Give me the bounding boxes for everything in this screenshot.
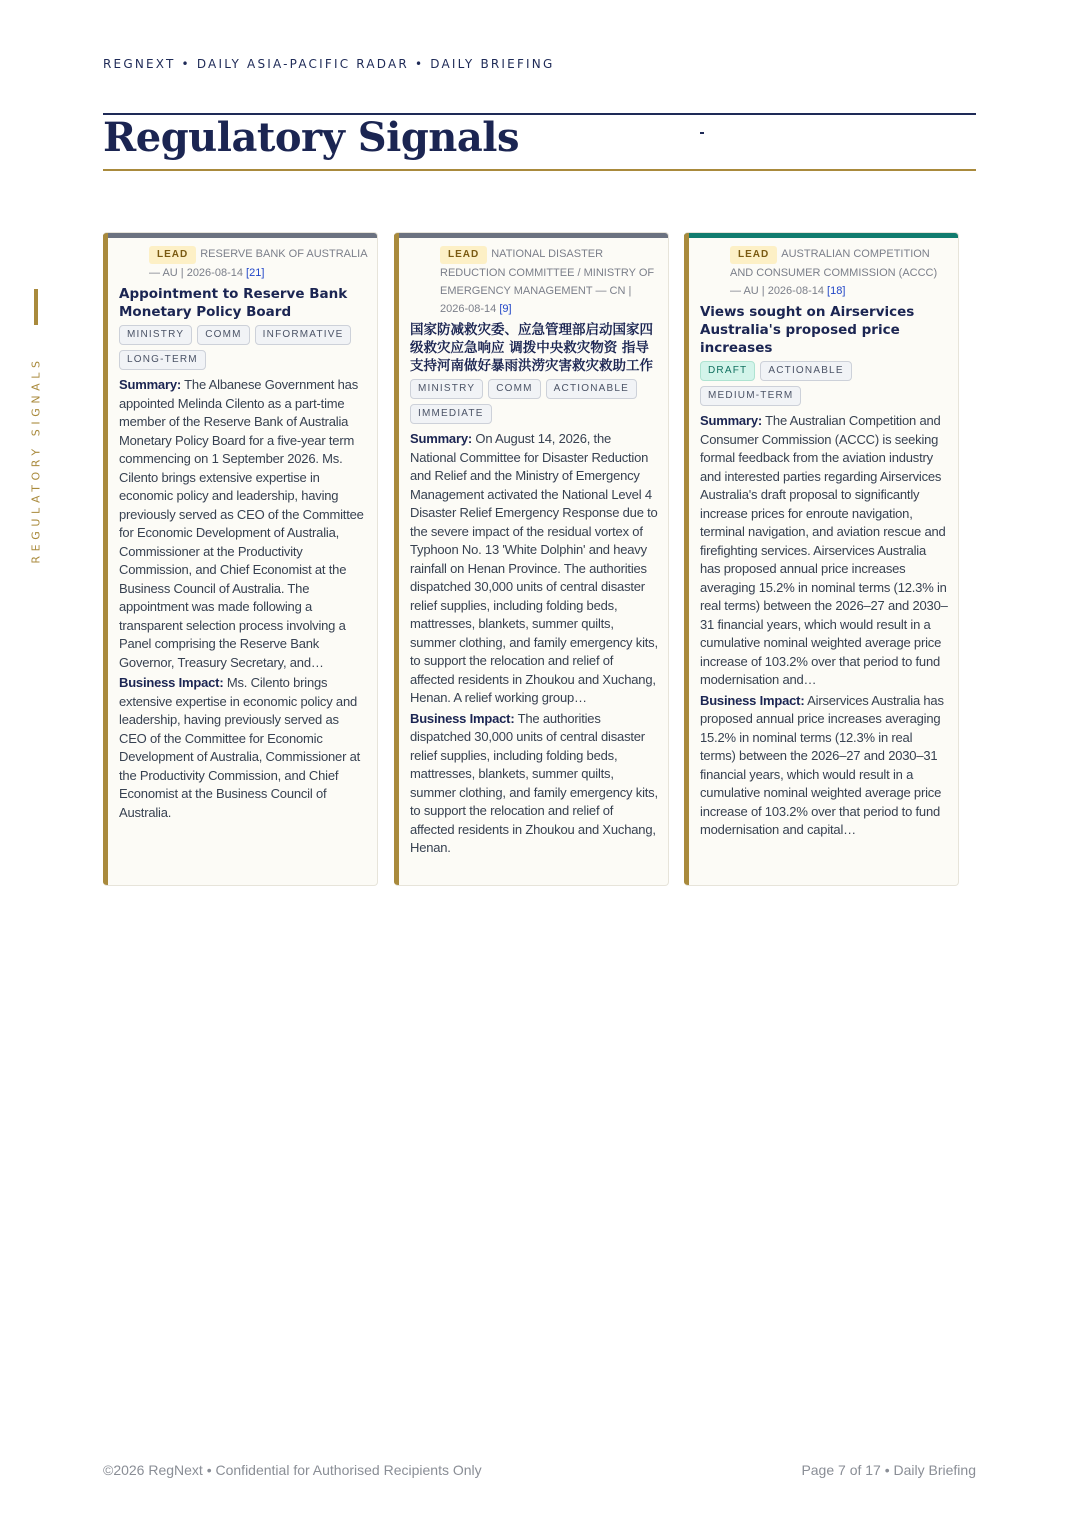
lead-badge: LEAD <box>730 246 777 264</box>
card-top-bar <box>103 233 377 238</box>
card-title[interactable]: Appointment to Reserve Bank Monetary Policy Board <box>119 286 348 320</box>
card-source: NATIONAL DISASTER REDUCTION COMMITTEE / MINISTRY OF EMERGENCY MANAGEMENT — CN | 2026-08-14 <box>440 248 655 315</box>
footer-page-number: Page 7 of 17 • Daily Briefing <box>801 1462 976 1478</box>
tag: INFORMATIVE <box>255 325 352 345</box>
lead-badge: LEAD <box>149 246 196 264</box>
card-title[interactable]: Views sought on Airservices Australia's proposed price increases <box>700 304 915 356</box>
summary-label: Summary: <box>119 377 181 392</box>
tag: MEDIUM-TERM <box>700 386 801 406</box>
tag: COMM <box>197 325 249 345</box>
tag-list <box>119 324 367 374</box>
tag: IMMEDIATE <box>410 404 492 424</box>
card-left-bar <box>103 233 108 885</box>
card-impact <box>700 692 948 840</box>
impact-label: Business Impact: <box>410 710 515 726</box>
tag: MINISTRY <box>410 379 483 399</box>
page-title: Regulatory Signals <box>103 114 520 161</box>
summary-text: The Australian Competition and Consumer Commission (ACCC) is seeking formal feedback from the aviation industry and interested parties regarding Airservices Australia's draft proposal to significantly increase prices for enroute navigation, terminal navigation, and aviation rescue and firefighting services. Airservices Australia has proposed annual price increases averaging 15.2% in nominal terms (12.3% in real terms) between the 2026–27 and 2030–31 financial years, which would result in a cumulative nominal weighted average price increase of 103.2% over that period to fund modernisation and… <box>700 413 948 687</box>
impact-text: The authorities dispatched 30,000 units of central disaster relief supplies, including folding beds, mattresses, blankets, summer quilts, summer clothing, and family emergency kits, to support the relocation and relief of affected residents in Zhoukou and Xuchang, Henan. <box>410 710 658 855</box>
card-meta <box>700 245 948 300</box>
tag-draft: DRAFT <box>700 361 755 381</box>
card-top-bar <box>394 233 668 238</box>
impact-text: Ms. Cilento brings extensive expertise in economic policy and leadership, having previously served as CEO of the Committee for Economic Development of Australia, Commissioner at the Productivity Commission, and Chief Economist at the Business Council of Australia. <box>119 675 361 820</box>
card-impact <box>119 674 367 822</box>
summary-text: The Albanese Government has appointed Melinda Cilento as a part-time member of the Reserve Bank of Australia Monetary Policy Board for a five-year term commencing on 1 September 2026. Ms. Cilento brings extensive expertise in economic policy and leadership, having previously served as CEO of the Committee for Economic Development of Australia, Commissioner at the Productivity Commission, and Chief Economist at the Business Council of Australia. The appointment was made following a transparent selection process involving a Panel comprising the Reserve Bank Governor, Treasury Secretary, and… <box>119 377 364 670</box>
tag-list <box>410 378 658 428</box>
card-source: RESERVE BANK OF AUSTRALIA — AU | 2026-08-14 <box>149 248 367 279</box>
decorative-dot <box>700 132 704 134</box>
citation-link[interactable]: [21] <box>246 267 265 279</box>
tag: MINISTRY <box>119 325 192 345</box>
card-impact <box>410 710 658 858</box>
card-meta <box>410 245 658 318</box>
header-topline: REGNEXT • DAILY ASIA-PACIFIC RADAR • DAILY BRIEFING <box>103 57 555 71</box>
footer-copyright: ©2026 RegNext • Confidential for Authorised Recipients Only <box>103 1462 482 1478</box>
tag: COMM <box>488 379 540 399</box>
card-source: AUSTRALIAN COMPETITION AND CONSUMER COMMISSION (ACCC) — AU | 2026-08-14 <box>730 248 938 297</box>
impact-label: Business Impact: <box>119 675 224 690</box>
card-summary <box>700 412 948 690</box>
side-section-label: REGULATORY SIGNALS <box>29 356 43 564</box>
citation-link[interactable]: [9] <box>499 303 512 315</box>
lead-badge: LEAD <box>440 246 487 264</box>
signal-card <box>684 232 959 886</box>
summary-label: Summary: <box>410 431 472 446</box>
tag: LONG-TERM <box>119 350 206 370</box>
card-meta <box>119 245 367 282</box>
card-left-bar <box>684 233 689 885</box>
tag: ACTIONABLE <box>760 361 851 381</box>
header-rule-bottom <box>103 169 976 171</box>
side-accent-bar <box>34 289 38 325</box>
summary-text: On August 14, 2026, the National Committee for Disaster Reduction and Relief and the Ministry of Emergency Management activated the National Level 4 Disaster Relief Emergency Response due to the severe impact of the residual vortex of Typhoon No. 13 'White Dolphin' and heavy rainfall on Henan Province. The authorities dispatched 30,000 units of central disaster relief supplies, including folding beds, mattresses, blankets, summer quilts, summer clothing, and family emergency kits, to support the relocation and relief of affected residents in Zhoukou and Xuchang, Henan. A relief working group… <box>410 431 658 705</box>
impact-text: Airservices Australia has proposed annual price increases averaging 15.2% in nominal terms (12.3% in real terms) between the 2026–27 and 2030–31 financial years, which would result in a cumulative nominal weighted average price increase of 103.2% over that period to fund modernisation and capital… <box>700 692 944 837</box>
card-title[interactable]: 国家防减救灾委、应急管理部启动国家四级救灾应急响应 调拨中央救灾物资 指导支持河南做好暴雨洪涝灾害救灾救助工作 <box>410 322 653 374</box>
summary-label: Summary: <box>700 413 762 428</box>
tag: ACTIONABLE <box>546 379 637 399</box>
impact-label: Business Impact: <box>700 692 805 708</box>
card-summary <box>119 376 367 672</box>
card-summary <box>410 430 658 708</box>
signal-card <box>103 232 378 886</box>
tag-list <box>700 360 948 410</box>
card-left-bar <box>394 233 399 885</box>
signal-card <box>394 232 669 886</box>
citation-link[interactable]: [18] <box>827 285 846 297</box>
card-top-bar <box>684 233 958 238</box>
